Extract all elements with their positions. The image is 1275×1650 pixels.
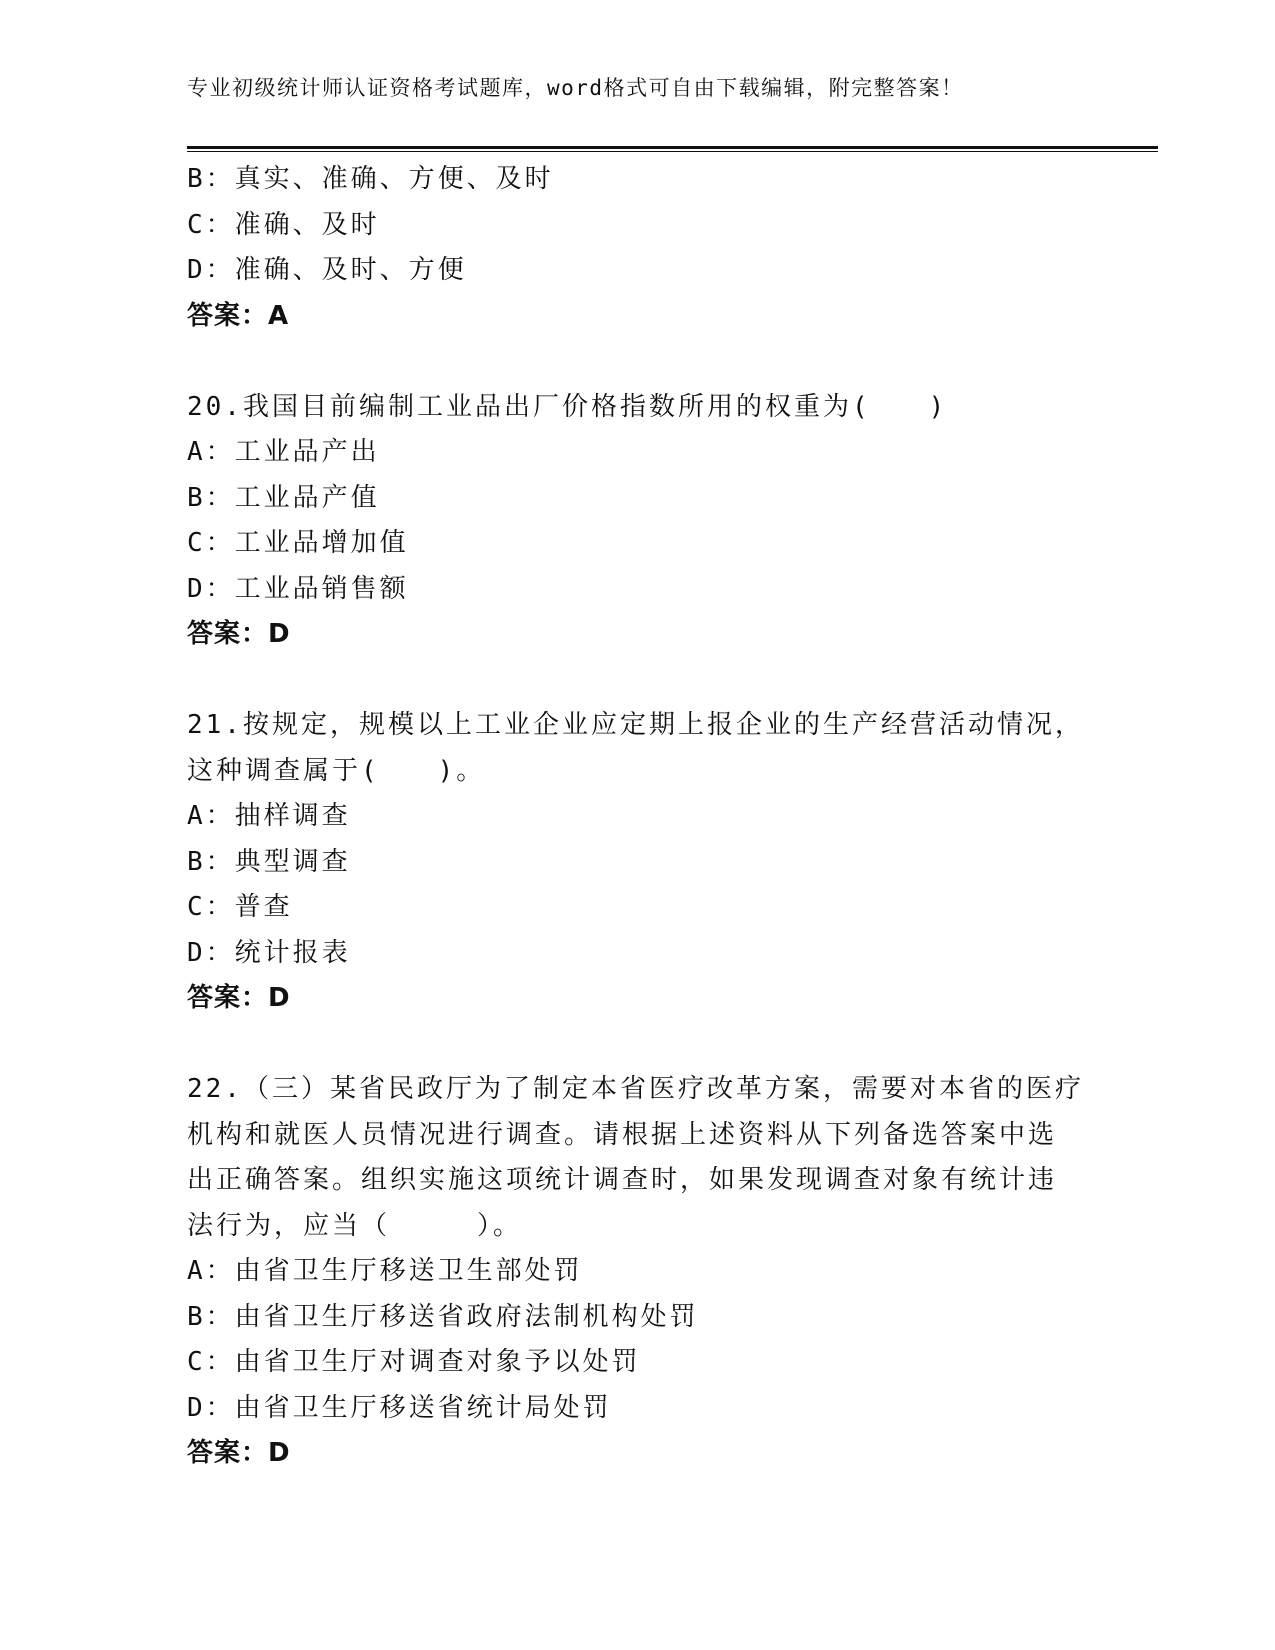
header-rule-thick	[187, 146, 1158, 149]
option-d: D：准确、及时、方便	[187, 255, 467, 285]
option-b: B：工业品产值	[187, 482, 380, 513]
option-a: A：抽样调查	[187, 801, 351, 831]
option-d: D：工业品销售额	[187, 573, 409, 604]
spacer	[187, 339, 1087, 385]
header-rule-thin	[187, 151, 1158, 152]
question-stem: 22.（三）某省民政厅为了制定本省医疗改革方案，需要对本省的医疗	[187, 1074, 1084, 1104]
option-c: C：准确、及时	[187, 209, 380, 240]
option-d: D：统计报表	[187, 937, 351, 968]
answer-line: 答案：D	[187, 619, 291, 649]
page-header: 专业初级统计师认证资格考试题库，word格式可自由下载编辑，附完整答案！	[187, 76, 964, 100]
document-body	[187, 157, 1087, 1477]
question-stem: 21.按规定，规模以上工业企业应定期上报企业的生产经营活动情况，	[187, 710, 1084, 740]
answer-line: 答案：D	[187, 983, 291, 1013]
question-22	[187, 1067, 1087, 1477]
question-stem: 20.我国目前编制工业品出厂价格指数所用的权重为( )	[187, 391, 948, 422]
question-stem-continued: 这种调查属于( )。	[187, 755, 486, 786]
answer-line: 答案：A	[187, 300, 290, 331]
answer-line: 答案：D	[187, 1438, 291, 1468]
question-stem-continued: 出正确答案。组织实施这项统计调查时，如果发现调查对象有统计违	[187, 1165, 1058, 1195]
option-c: C：普查	[187, 892, 293, 922]
option-b: B：由省卫生厅移送省政府法制机构处罚	[187, 1301, 699, 1332]
option-c: C：工业品增加值	[187, 528, 409, 558]
spacer	[187, 1022, 1087, 1068]
question-stem-continued: 机构和就医人员情况进行调查。请根据上述资料从下列备选答案中选	[187, 1119, 1058, 1150]
question-20	[187, 385, 1087, 658]
spacer	[187, 658, 1087, 704]
option-a: A：由省卫生厅移送卫生部处罚	[187, 1256, 583, 1286]
option-a: A：工业品产出	[187, 437, 380, 467]
option-d: D：由省卫生厅移送省统计局处罚	[187, 1392, 612, 1423]
option-b: B：典型调查	[187, 846, 351, 877]
question-21	[187, 703, 1087, 1022]
option-b: B：真实、准确、方便、及时	[187, 164, 554, 194]
question-stem-continued: 法行为，应当（ ）。	[187, 1210, 523, 1241]
option-c: C：由省卫生厅对调查对象予以处罚	[187, 1347, 641, 1377]
prev-question-tail	[187, 157, 1087, 339]
